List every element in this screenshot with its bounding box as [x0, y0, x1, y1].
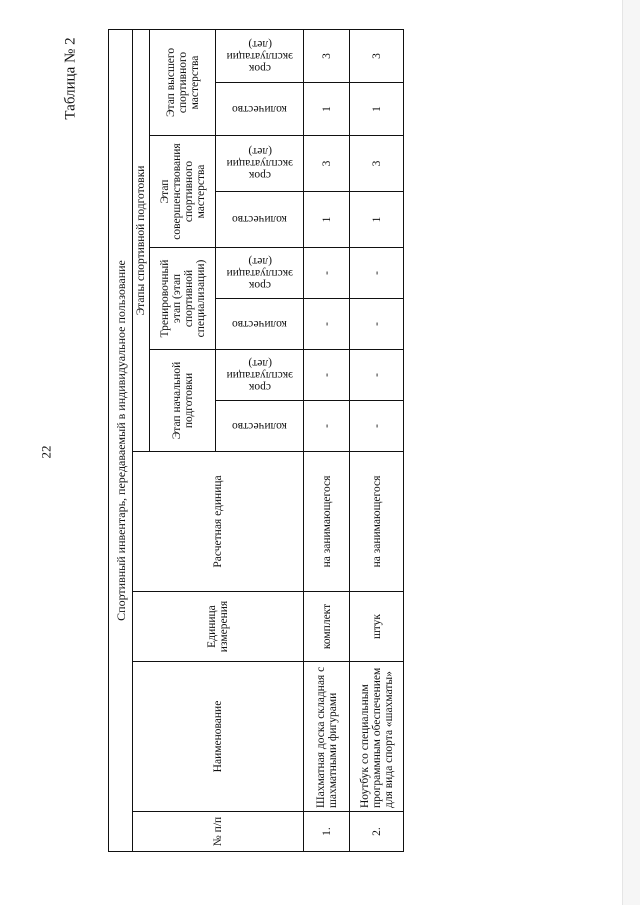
row-value: - — [304, 350, 350, 401]
header-qty-3: количество — [216, 192, 304, 248]
row-value: 1 — [304, 192, 350, 248]
row-value: - — [350, 248, 404, 299]
row-unit: штук — [350, 592, 404, 662]
header-term-2: срок эксплуатации (лет) — [216, 248, 304, 299]
row-num: 2. — [350, 812, 404, 852]
row-value: - — [304, 299, 350, 350]
row-value: 3 — [350, 136, 404, 192]
header-term-4: срок эксплуатации (лет) — [216, 29, 304, 82]
row-name: Шахматная доска складная с шахматными фигурами — [304, 662, 350, 812]
page-edge — [622, 0, 640, 905]
row-calc-unit: на занимающегося — [304, 452, 350, 592]
row-value: 1 — [350, 83, 404, 136]
row-name: Ноутбук со специальным программным обеспечением для вида спорта «шахматы» — [350, 662, 404, 812]
header-stage-3: Этап совершенствования спортивного мастерства — [150, 136, 216, 248]
header-qty-1: количество — [216, 401, 304, 452]
header-term-3: срок эксплуатации (лет) — [216, 136, 304, 192]
table-caption: Спортивный инвентарь, передаваемый в индивидуальное пользование — [109, 29, 133, 851]
row-value: 3 — [304, 29, 350, 82]
row-value: 1 — [350, 192, 404, 248]
row-value: - — [350, 299, 404, 350]
header-stage-4: Этап высшего спортивного мастерства — [150, 29, 216, 135]
row-value: 3 — [350, 29, 404, 82]
row-value: - — [304, 401, 350, 452]
header-calc-unit: Расчетная единица — [133, 452, 304, 592]
header-name: Наименование — [133, 662, 304, 812]
header-stages-group: Этапы спортивной подготовки — [133, 29, 150, 451]
equipment-table — [108, 29, 404, 852]
header-qty-2: количество — [216, 299, 304, 350]
header-stage-1: Этап начальной подготовки — [150, 350, 216, 452]
row-calc-unit: на занимающегося — [350, 452, 404, 592]
row-unit: комплект — [304, 592, 350, 662]
row-value: 3 — [304, 136, 350, 192]
row-value: - — [350, 401, 404, 452]
page-number: 22 — [38, 445, 54, 459]
header-num: № п/п — [133, 812, 304, 852]
header-qty-4: количество — [216, 83, 304, 136]
row-value: 1 — [304, 83, 350, 136]
table-row — [304, 29, 350, 851]
row-num: 1. — [304, 812, 350, 852]
row-value: - — [304, 248, 350, 299]
table-row — [350, 29, 404, 851]
table-wrapper — [108, 30, 400, 852]
header-term-1: срок эксплуатации (лет) — [216, 350, 304, 401]
table-title: Таблица № 2 — [62, 37, 79, 120]
header-unit: Единица измерения — [133, 592, 304, 662]
row-value: - — [350, 350, 404, 401]
header-stage-2: Тренировочный этап (этап спортивной специализации) — [150, 248, 216, 350]
